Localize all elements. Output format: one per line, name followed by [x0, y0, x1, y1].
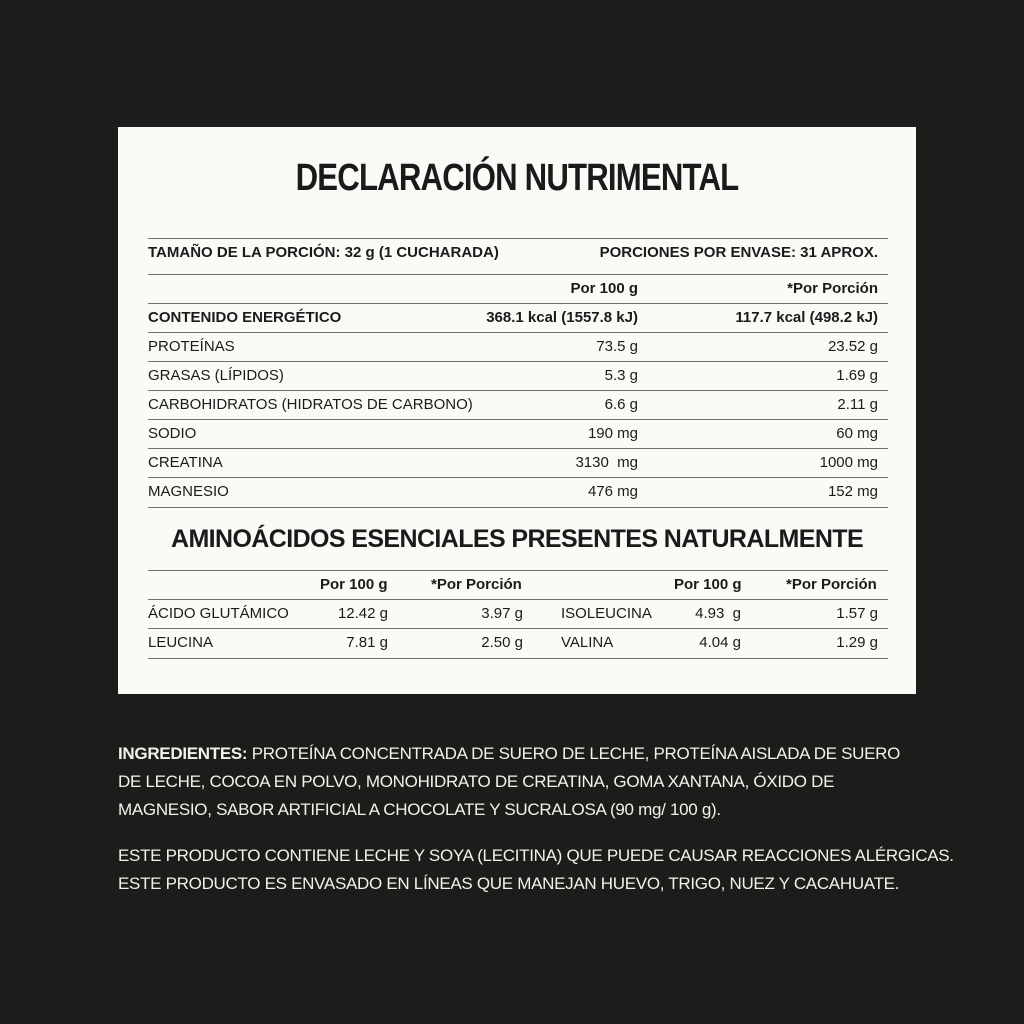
amino-name: LEUCINA: [148, 634, 214, 651]
nutrient-name: CONTENIDO ENERGÉTICO: [148, 309, 342, 326]
amino-per100: 7.81 g: [346, 634, 388, 651]
col-per-portion: *Por Porción: [787, 280, 878, 297]
amino-per-portion: 2.50 g: [481, 634, 523, 651]
nutrition-row: [148, 390, 888, 420]
ingredients-text: [118, 740, 918, 824]
amino-header-row: [148, 570, 888, 600]
nutrient-per-portion: 1.69 g: [836, 367, 878, 384]
amino-per100: 4.93 g: [695, 605, 741, 622]
col-per-100g: Por 100 g: [570, 280, 638, 297]
amino-name: VALINA: [561, 634, 614, 651]
nutrient-per-portion: 117.7 kcal (498.2 kJ): [735, 309, 878, 326]
nutrition-row: [148, 477, 888, 508]
nutrient-name: PROTEÍNAS: [148, 338, 235, 355]
nutrition-row: [148, 419, 888, 449]
allergen-line: ESTE PRODUCTO CONTIENE LECHE Y SOYA (LECITINA) QUE PUEDE CAUSAR REACCIONES ALÉRGICAS.: [118, 846, 954, 865]
amino-title: AMINOÁCIDOS ESENCIALES PRESENTES NATURALMENTE: [170, 525, 864, 553]
nutrient-per-portion: 60 mg: [836, 425, 878, 442]
nutrient-per-portion: 152 mg: [827, 483, 878, 500]
nutrient-per100: 190 mg: [587, 425, 638, 442]
amino-row: [148, 628, 888, 659]
allergen-warning: [118, 842, 954, 898]
amino-per100: 12.42 g: [337, 605, 388, 622]
nutrient-per100: 476 mg: [587, 483, 638, 500]
nutrient-name: CREATINA: [148, 454, 223, 471]
amino-per100: 4.04 g: [699, 634, 741, 651]
nutrition-row: [148, 448, 888, 478]
nutrient-per100: 368.1 kcal (1557.8 kJ): [486, 309, 638, 326]
nutrition-row: [148, 361, 888, 391]
allergen-line: ESTE PRODUCTO ES ENVASADO EN LÍNEAS QUE MANEJAN HUEVO, TRIGO, NUEZ Y CACAHUATE.: [118, 874, 900, 893]
nutrition-header-row: [148, 274, 888, 304]
nutrient-per100: 5.3 g: [604, 367, 638, 384]
ingredients-label: INGREDIENTES:: [118, 744, 248, 763]
ingredients-list: PROTEÍNA CONCENTRADA DE SUERO DE LECHE, PROTEÍNA AISLADA DE SUERO DE LECHE, COCOA EN POLVO, MONOHIDRATO DE CREATINA, GOMA XANTANA, ÓXIDO DE MAGNESIO, SABOR ARTIFICIAL A CHOCOLATE Y SUCRALOSA (90 mg/ 100 g).: [118, 744, 901, 819]
nutrient-name: MAGNESIO: [148, 483, 229, 500]
servings-per-container: PORCIONES POR ENVASE: 31 APROX.: [599, 244, 878, 261]
nutrient-name: GRASAS (LÍPIDOS): [148, 367, 284, 384]
nutrient-name: CARBOHIDRATOS (HIDRATOS DE CARBONO): [148, 396, 473, 413]
nutrient-per-portion: 23.52 g: [827, 338, 878, 355]
serving-size: TAMAÑO DE LA PORCIÓN: 32 g (1 CUCHARADA): [148, 244, 499, 261]
nutrient-name: SODIO: [148, 425, 197, 442]
nutrition-label-panel: [118, 127, 916, 694]
amino-col-per-portion: *Por Porción: [431, 576, 522, 593]
serving-row: [148, 238, 888, 268]
nutrition-row: [148, 303, 888, 333]
nutrient-per100: 6.6 g: [604, 396, 638, 413]
amino-col-per-100g: Por 100 g: [320, 576, 388, 593]
nutrient-per100: 73.5 g: [596, 338, 638, 355]
nutrient-per100: 3130 mg: [575, 454, 638, 471]
nutrient-per-portion: 1000 mg: [819, 454, 878, 471]
amino-col-per-portion: *Por Porción: [786, 576, 877, 593]
amino-per-portion: 3.97 g: [481, 605, 523, 622]
amino-name: ISOLEUCINA: [561, 605, 652, 622]
nutrient-per-portion: 2.11 g: [837, 396, 878, 413]
amino-row: [148, 599, 888, 629]
page-title: DECLARACIÓN NUTRIMENTAL: [295, 157, 739, 199]
amino-name: ÁCIDO GLUTÁMICO: [148, 605, 289, 622]
amino-per-portion: 1.57 g: [836, 605, 878, 622]
amino-per-portion: 1.29 g: [836, 634, 878, 651]
amino-col-per-100g: Por 100 g: [674, 576, 742, 593]
nutrition-row: [148, 332, 888, 362]
